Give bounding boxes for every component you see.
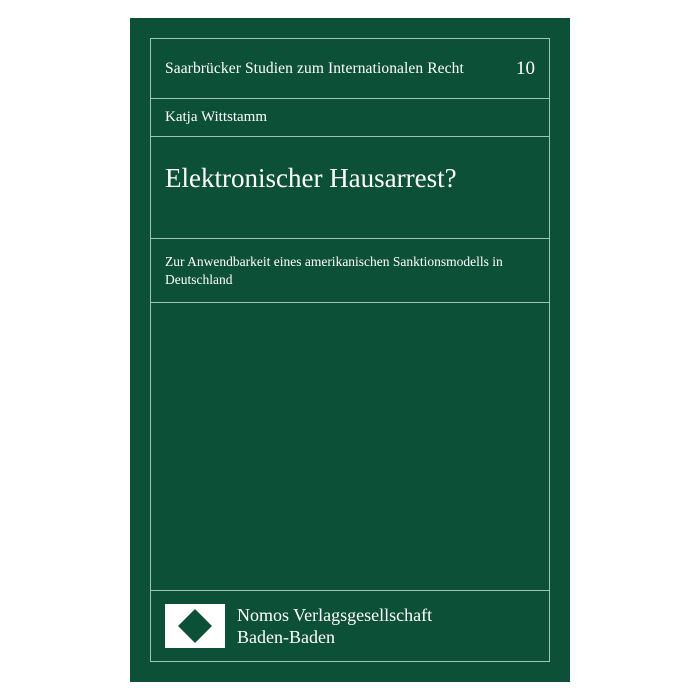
book-subtitle: Zur Anwendbarkeit eines amerikanischen Sanktionsmodells in Deutschland [165,254,503,288]
series-band [151,39,549,99]
series-number: 10 [516,57,535,79]
title-band [151,137,549,239]
nomos-diamond-logo-icon [165,604,225,648]
book-cover [130,18,570,682]
cover-frame [150,38,550,662]
publisher-city: Baden-Baden [237,627,335,647]
author-band [151,99,549,137]
publisher-block [237,604,432,649]
series-title: Saarbrücker Studien zum Internationalen Recht [165,59,464,77]
author-name: Katja Wittstamm [165,109,268,125]
subtitle-band [151,239,549,303]
publisher-band [151,591,549,661]
blank-band [151,303,549,591]
publisher-name: Nomos Verlagsgesellschaft [237,604,433,625]
book-title: Elektronischer Hausarrest? [165,163,457,193]
